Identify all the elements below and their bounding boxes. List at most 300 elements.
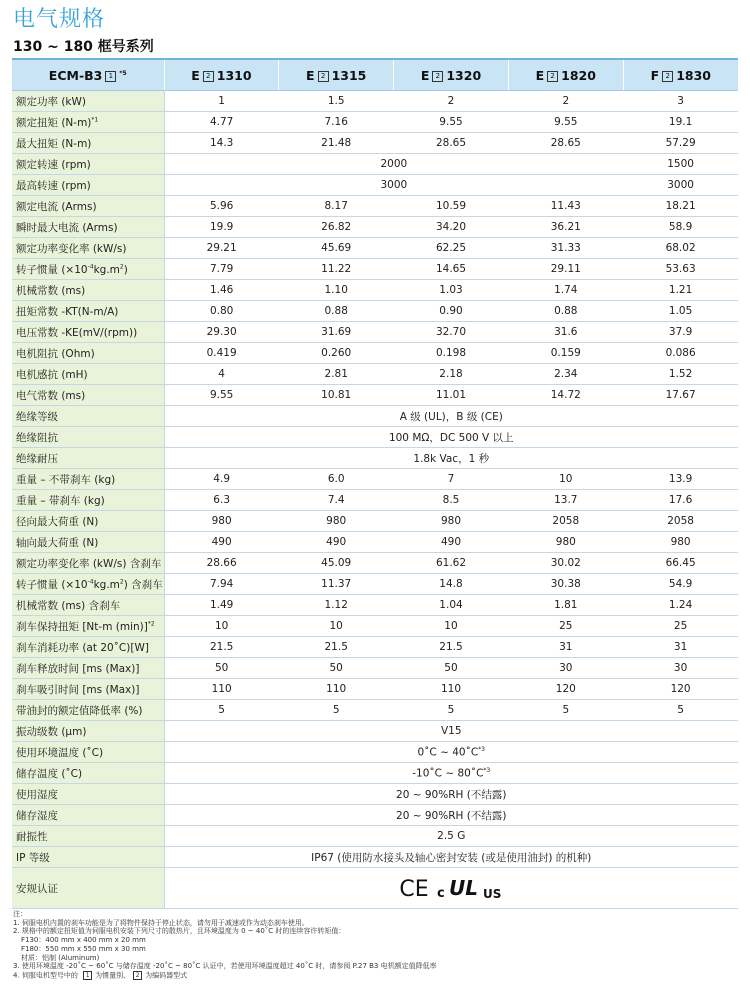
table-cell: 14.65 xyxy=(394,259,509,280)
row-label xyxy=(12,700,164,721)
table-cell: 45.09 xyxy=(279,553,394,574)
table-cell: 11.22 xyxy=(279,259,394,280)
table-cell: 10.81 xyxy=(279,385,394,406)
row-label xyxy=(12,91,164,112)
table-header-row xyxy=(12,59,738,91)
table-cell: 1.5 xyxy=(279,91,394,112)
table-cell: 50 xyxy=(279,658,394,679)
table-cell: 30.02 xyxy=(508,553,623,574)
table-cell: 62.25 xyxy=(394,238,509,259)
table-cell: 26.82 xyxy=(279,217,394,238)
table-row xyxy=(12,574,738,595)
table-cell xyxy=(164,784,738,805)
table-row xyxy=(12,301,738,322)
table-cell: 1.74 xyxy=(508,280,623,301)
row-label-superscript: *2 xyxy=(147,620,155,627)
table-cell: 19.9 xyxy=(164,217,279,238)
model-box-icon: 2 xyxy=(318,71,329,82)
table-row xyxy=(12,763,738,784)
table-cell: 31 xyxy=(508,637,623,658)
table-cell: 0.159 xyxy=(508,343,623,364)
row-label xyxy=(12,658,164,679)
row-label-text: 储存温度 (˚C) xyxy=(16,767,83,780)
model-number: 1315 xyxy=(331,67,367,83)
table-row xyxy=(12,826,738,847)
table-cell: 30 xyxy=(508,658,623,679)
table-cell: 25 xyxy=(508,616,623,637)
table-cell: 30.38 xyxy=(508,574,623,595)
ul-c-text: c xyxy=(437,886,445,900)
table-row xyxy=(12,112,738,133)
row-label-text: 轴向最大荷重 (N) xyxy=(16,536,99,549)
table-cell: 2.34 xyxy=(508,364,623,385)
table-cell: 1.03 xyxy=(394,280,509,301)
table-cell: 1.46 xyxy=(164,280,279,301)
table-cell: 980 xyxy=(279,511,394,532)
cell-text: 1.8k Vac，1 秒 xyxy=(413,452,490,465)
cell-text: 20 ~ 90%RH (不结露) xyxy=(396,788,507,801)
model-box-icon: 2 xyxy=(203,71,214,82)
row-label xyxy=(12,742,164,763)
table-cell: 7.79 xyxy=(164,259,279,280)
table-row xyxy=(12,196,738,217)
table-cell: 1.21 xyxy=(623,280,738,301)
cell-text: V15 xyxy=(440,725,462,737)
row-label-superscript: -4 xyxy=(87,263,94,270)
row-label-text: 电机阻抗 (Ohm) xyxy=(16,347,95,360)
table-cell: 28.66 xyxy=(164,553,279,574)
table-cell: 7.16 xyxy=(279,112,394,133)
row-label xyxy=(12,154,164,175)
table-row xyxy=(12,805,738,826)
row-label xyxy=(12,679,164,700)
row-label xyxy=(12,385,164,406)
model-series-letter: E xyxy=(420,67,430,83)
table-row xyxy=(12,406,738,427)
row-label-text: 绝缘阻抗 xyxy=(16,431,58,444)
table-row xyxy=(12,343,738,364)
cell-text: 1500 xyxy=(667,158,694,170)
table-cell: 6.0 xyxy=(279,469,394,490)
table-cell: 2.18 xyxy=(394,364,509,385)
table-cell: 5 xyxy=(164,700,279,721)
footnote-text: 为惯量别、 xyxy=(95,971,131,980)
spec-table xyxy=(12,58,738,909)
footnote-line: 注： xyxy=(13,910,27,918)
row-label-text: 额定电流 (Arms) xyxy=(16,200,97,213)
table-cell: 0.198 xyxy=(394,343,509,364)
row-label-text: 安规认证 xyxy=(16,882,58,895)
footnote-box-icon: 1 xyxy=(83,971,92,980)
row-label xyxy=(12,847,164,868)
model-box-icon: 2 xyxy=(432,71,443,82)
ul-text: UL xyxy=(449,876,479,900)
row-label-text: 电气常数 (ms) xyxy=(16,389,86,402)
table-row xyxy=(12,154,738,175)
footnote-text: 4. 伺服电机型号中的 xyxy=(13,971,81,980)
model-header xyxy=(12,59,164,91)
table-cell: 31.69 xyxy=(279,322,394,343)
culus-mark-icon xyxy=(435,876,505,900)
table-cell: 7.4 xyxy=(279,490,394,511)
table-cell: 8.17 xyxy=(279,196,394,217)
table-cell: 120 xyxy=(623,679,738,700)
model-column-header xyxy=(279,59,394,91)
cell-text: 20 ~ 90%RH (不结露) xyxy=(396,809,507,822)
table-cell: 980 xyxy=(508,532,623,553)
certification-logos xyxy=(397,876,505,900)
model-box-icon: 1 xyxy=(105,71,116,82)
footnote-line: 2. 规格中的额定扭矩值为伺服电机安装下列尺寸的散热片，且环境温度为 0 ~ 40˚C 时的连续容许转矩值： xyxy=(13,927,346,936)
row-label xyxy=(12,427,164,448)
table-cell: 14.8 xyxy=(394,574,509,595)
row-label-text: 转子惯量 (×10 xyxy=(16,578,88,591)
table-row xyxy=(12,742,738,763)
table-cell: 490 xyxy=(164,532,279,553)
cell-text: A 级 (UL)，B 级 (CE) xyxy=(399,410,503,423)
table-cell: 61.62 xyxy=(394,553,509,574)
table-cell: 110 xyxy=(279,679,394,700)
row-label-text: 刹车消耗功率 (at 20˚C)[W] xyxy=(16,641,149,654)
table-cell: 28.65 xyxy=(394,133,509,154)
table-cell: 19.1 xyxy=(623,112,738,133)
model-column-header xyxy=(164,59,279,91)
ce-mark-icon xyxy=(397,877,431,899)
row-label xyxy=(12,322,164,343)
table-cell: 9.55 xyxy=(508,112,623,133)
table-row xyxy=(12,658,738,679)
table-row xyxy=(12,133,738,154)
model-number: 1310 xyxy=(216,67,252,83)
table-cell: 5 xyxy=(623,700,738,721)
row-label xyxy=(12,364,164,385)
table-cell: 30 xyxy=(623,658,738,679)
table-cell xyxy=(164,847,738,868)
table-cell: 68.02 xyxy=(623,238,738,259)
table-cell: 1.12 xyxy=(279,595,394,616)
footnote-line xyxy=(13,971,738,980)
table-cell: 37.9 xyxy=(623,322,738,343)
row-label-text: 绝缘耐压 xyxy=(16,452,58,465)
table-cell: 1.10 xyxy=(279,280,394,301)
model-series-letter: F xyxy=(650,67,660,83)
row-label-text: 最大扭矩 (N-m) xyxy=(16,137,92,150)
table-cell: 4.9 xyxy=(164,469,279,490)
table-cell: 490 xyxy=(394,532,509,553)
row-label xyxy=(12,259,164,280)
table-cell: 980 xyxy=(164,511,279,532)
cell-text: 3000 xyxy=(380,179,408,191)
row-label-text: 额定功率 (kW) xyxy=(16,95,86,108)
row-label xyxy=(12,469,164,490)
table-cell: 21.5 xyxy=(394,637,509,658)
table-row xyxy=(12,91,738,112)
row-label xyxy=(12,763,164,784)
footnotes xyxy=(13,910,738,980)
row-label xyxy=(12,196,164,217)
table-cell: 10 xyxy=(164,616,279,637)
row-label-text: 使用环境温度 (˚C) xyxy=(16,746,104,759)
row-label-text: 重量 – 带刹车 (kg) xyxy=(16,494,105,507)
table-cell xyxy=(164,763,738,784)
row-label-text: 最高转速 (rpm) xyxy=(16,179,91,192)
cell-text: 0˚C ~ 40˚C xyxy=(417,746,479,759)
row-label-text: ) 含刹车 xyxy=(123,578,163,591)
cell-text: -10˚C ~ 80˚C xyxy=(412,767,484,780)
table-cell: 10 xyxy=(508,469,623,490)
table-row xyxy=(12,637,738,658)
table-cell: 5 xyxy=(394,700,509,721)
table-cell: 1.49 xyxy=(164,595,279,616)
table-cell: 25 xyxy=(623,616,738,637)
row-label-text: 径向最大荷重 (N) xyxy=(16,515,99,528)
table-cell: 10 xyxy=(279,616,394,637)
table-cell: 0.90 xyxy=(394,301,509,322)
table-cell: 45.69 xyxy=(279,238,394,259)
row-label-superscript: -4 xyxy=(87,578,94,585)
cell-text: IP67 (使用防水接头及轴心密封安装 (或是使用油封) 的机种) xyxy=(311,851,592,864)
table-row xyxy=(12,427,738,448)
row-label xyxy=(12,868,164,909)
model-box-icon: 2 xyxy=(547,71,558,82)
row-label xyxy=(12,616,164,637)
table-cell: 1.81 xyxy=(508,595,623,616)
model-column-header xyxy=(623,59,738,91)
table-row xyxy=(12,175,738,196)
table-cell: 980 xyxy=(394,511,509,532)
row-label-text: 额定扭矩 (N-m) xyxy=(16,116,92,129)
row-label xyxy=(12,280,164,301)
table-row xyxy=(12,532,738,553)
table-cell: 2 xyxy=(508,91,623,112)
model-series-letter: E xyxy=(191,67,200,83)
table-cell: 3 xyxy=(623,91,738,112)
cell-text: 3000 xyxy=(667,179,694,191)
table-cell: 8.5 xyxy=(394,490,509,511)
page-subtitle: 130 ~ 180 框号系列 xyxy=(13,39,154,55)
table-row xyxy=(12,448,738,469)
row-label xyxy=(12,406,164,427)
table-cell: 9.55 xyxy=(164,385,279,406)
table-cell: 57.29 xyxy=(623,133,738,154)
table-cell: 11.01 xyxy=(394,385,509,406)
table-cell xyxy=(164,826,738,847)
table-cell: 0.80 xyxy=(164,301,279,322)
table-cell: 2058 xyxy=(623,511,738,532)
table-cell: 31.6 xyxy=(508,322,623,343)
table-cell: 50 xyxy=(164,658,279,679)
table-cell: 11.37 xyxy=(279,574,394,595)
row-label-text: 刹车吸引时间 [ms (Max)] xyxy=(16,683,140,696)
row-label-text: 刹车保持扭矩 [Nt-m (min)] xyxy=(16,620,148,633)
cell-superscript: *3 xyxy=(478,745,485,753)
table-row xyxy=(12,700,738,721)
model-number: 1830 xyxy=(676,67,712,83)
footnote-line: 3. 使用环境温度 -20˚C ~ 60˚C 与储存温度 -20˚C ~ 80˚C 认证中，若使用环境温度超过 40˚C 时，请参阅 P.27 B3 电机额定值降低率 xyxy=(13,962,437,971)
row-label xyxy=(12,490,164,511)
row-label xyxy=(12,112,164,133)
model-series-letter: E xyxy=(535,67,545,83)
table-cell: 13.7 xyxy=(508,490,623,511)
table-cell xyxy=(164,805,738,826)
table-cell xyxy=(164,427,738,448)
row-label xyxy=(12,301,164,322)
page-title: 电气规格 xyxy=(13,7,106,32)
table-cell: 11.43 xyxy=(508,196,623,217)
table-cell: 17.6 xyxy=(623,490,738,511)
row-label xyxy=(12,784,164,805)
certification-cell xyxy=(164,868,738,909)
table-row xyxy=(12,595,738,616)
row-label-text: kg.m xyxy=(93,578,120,591)
row-label-text: ) xyxy=(123,263,128,276)
row-label-text: 扭矩常数 -KT(N-m/A) xyxy=(16,305,119,318)
table-cell: 9.55 xyxy=(394,112,509,133)
table-row xyxy=(12,868,738,909)
row-label xyxy=(12,721,164,742)
table-cell: 66.45 xyxy=(623,553,738,574)
row-label-text: 机械常数 (ms) xyxy=(16,284,86,297)
row-label-text: 电压常数 -KE(mV/(rpm)) xyxy=(16,326,138,339)
table-cell: 110 xyxy=(394,679,509,700)
footnote-line: 1. 伺服电机内置的刹车功能是为了将物件保持于停止状态，请勿用于减速或作为动态刹车使用。 xyxy=(13,918,309,927)
table-cell: 0.88 xyxy=(508,301,623,322)
row-label-text: kg.m xyxy=(93,263,120,276)
row-label-text: IP 等级 xyxy=(16,851,50,864)
row-label-text: 额定功率变化率 (kW/s) 含刹车 xyxy=(16,557,162,570)
table-cell: 7 xyxy=(394,469,509,490)
row-label-text: 使用湿度 xyxy=(16,788,58,801)
table-cell: 5 xyxy=(508,700,623,721)
row-label xyxy=(12,553,164,574)
model-column-header xyxy=(394,59,509,91)
table-cell: 14.3 xyxy=(164,133,279,154)
row-label xyxy=(12,805,164,826)
table-cell xyxy=(164,175,623,196)
model-box-icon: 2 xyxy=(662,71,673,82)
table-cell: 34.20 xyxy=(394,217,509,238)
row-label xyxy=(12,511,164,532)
table-row xyxy=(12,490,738,511)
cell-text: 2.5 G xyxy=(437,830,466,842)
footnote-line: F130：400 mm x 400 mm x 20 mm xyxy=(21,936,146,945)
table-cell: 54.9 xyxy=(623,574,738,595)
row-label-text: 带油封的额定值降低率 (%) xyxy=(16,704,143,717)
row-label-text: 额定转速 (rpm) xyxy=(16,158,91,171)
table-cell: 1 xyxy=(164,91,279,112)
row-label-text: 瞬时最大电流 (Arms) xyxy=(16,221,118,234)
table-cell xyxy=(164,448,738,469)
table-cell: 0.88 xyxy=(279,301,394,322)
row-label xyxy=(12,448,164,469)
footnote-text: 为编码器型式 xyxy=(145,971,188,980)
table-cell: 0.086 xyxy=(623,343,738,364)
table-row xyxy=(12,511,738,532)
table-cell: 29.11 xyxy=(508,259,623,280)
table-cell: 29.21 xyxy=(164,238,279,259)
row-label xyxy=(12,175,164,196)
row-label xyxy=(12,238,164,259)
row-label xyxy=(12,574,164,595)
table-cell: 5.96 xyxy=(164,196,279,217)
table-cell: 980 xyxy=(623,532,738,553)
table-cell: 10 xyxy=(394,616,509,637)
table-cell: 120 xyxy=(508,679,623,700)
table-row xyxy=(12,679,738,700)
footnote-line: 材质：铝制 (Aluminum) xyxy=(21,953,100,962)
footnote-box-icon: 2 xyxy=(133,971,142,980)
row-label-text: 电机感抗 (mH) xyxy=(16,368,88,381)
table-cell: 28.65 xyxy=(508,133,623,154)
row-label xyxy=(12,532,164,553)
table-cell: 4.77 xyxy=(164,112,279,133)
table-cell xyxy=(164,154,623,175)
ce-mark-text: CE xyxy=(399,877,429,899)
table-cell: 5 xyxy=(279,700,394,721)
table-cell: 4 xyxy=(164,364,279,385)
row-label-text: 转子惯量 (×10 xyxy=(16,263,88,276)
table-row xyxy=(12,280,738,301)
ul-us-text: US xyxy=(483,887,502,900)
table-row xyxy=(12,784,738,805)
table-cell: 14.72 xyxy=(508,385,623,406)
row-label-text: 耐振性 xyxy=(16,830,48,843)
table-row xyxy=(12,469,738,490)
table-cell: 53.63 xyxy=(623,259,738,280)
table-cell: 2.81 xyxy=(279,364,394,385)
model-number: 1320 xyxy=(446,67,482,83)
row-label-text: 重量 – 不带刹车 (kg) xyxy=(16,473,116,486)
table-cell: 32.70 xyxy=(394,322,509,343)
table-row xyxy=(12,364,738,385)
table-cell: 18.21 xyxy=(623,196,738,217)
table-cell: 1.05 xyxy=(623,301,738,322)
table-cell xyxy=(623,175,738,196)
table-cell: 58.9 xyxy=(623,217,738,238)
table-row xyxy=(12,847,738,868)
table-cell xyxy=(164,742,738,763)
table-cell: 31 xyxy=(623,637,738,658)
row-label-superscript: 2 xyxy=(119,263,124,270)
table-row xyxy=(12,721,738,742)
table-cell: 21.5 xyxy=(164,637,279,658)
table-cell: 1.24 xyxy=(623,595,738,616)
row-label-text: 额定功率变化率 (kW/s) xyxy=(16,242,127,255)
table-cell: 36.21 xyxy=(508,217,623,238)
table-cell: 6.3 xyxy=(164,490,279,511)
row-label xyxy=(12,826,164,847)
row-label xyxy=(12,217,164,238)
model-note-ref: *5 xyxy=(119,69,127,77)
table-cell: 31.33 xyxy=(508,238,623,259)
cell-superscript: *3 xyxy=(483,766,491,774)
model-number: 1820 xyxy=(561,67,596,83)
table-cell: 21.48 xyxy=(279,133,394,154)
row-label-text: 振动级数 (μm) xyxy=(16,725,87,738)
table-cell: 490 xyxy=(279,532,394,553)
model-series-letter: E xyxy=(306,67,315,83)
table-cell: 10.59 xyxy=(394,196,509,217)
table-cell: 110 xyxy=(164,679,279,700)
table-row xyxy=(12,322,738,343)
row-label-superscript: *1 xyxy=(91,116,99,123)
row-label-text: 绝缘等级 xyxy=(16,410,58,423)
model-column-header xyxy=(508,59,623,91)
table-cell: 0.260 xyxy=(279,343,394,364)
table-row xyxy=(12,238,738,259)
table-cell xyxy=(164,721,738,742)
table-cell: 1.04 xyxy=(394,595,509,616)
